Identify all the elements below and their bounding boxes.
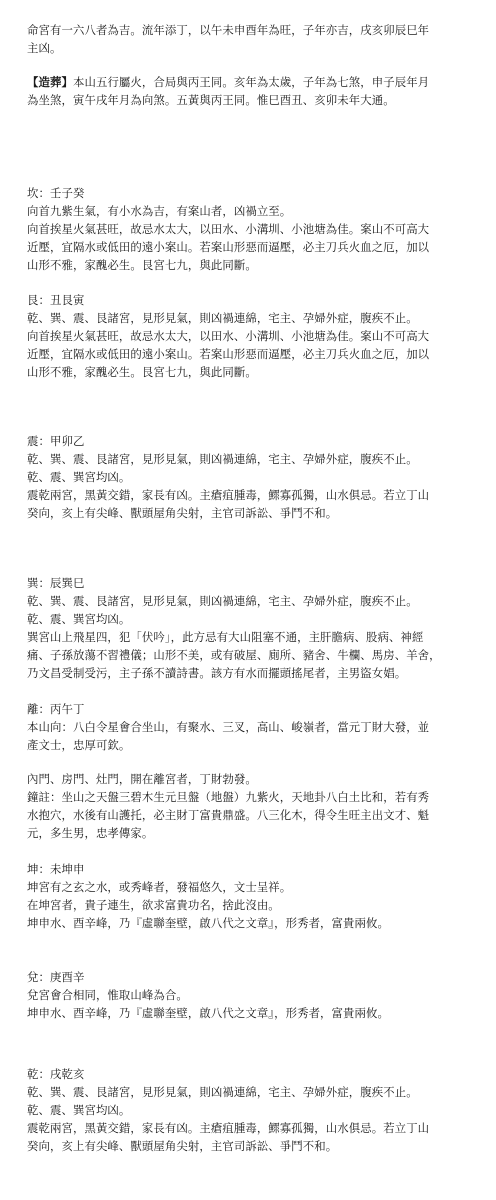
xun-line-2: 乾、震、巽宮均凶。: [27, 612, 131, 626]
qian-line-3: 震乾兩宮，黑黃交錯，家長有凶。主瘡疽腫毒，鰥寡孤獨，山水俱忌。若立丁山: [27, 1121, 430, 1135]
kun-heading: 坤：未坤申: [27, 862, 85, 876]
li-line-6: 元，多生男，忠孝傳家。: [27, 826, 154, 840]
qian-heading: 乾：戌乾亥: [27, 1067, 85, 1081]
gen-line-2: 向首挨星火氣甚旺，故忌水太大，以田水、小溝圳、小池塘為佳。案山不可高大: [27, 329, 430, 343]
xun-line-1: 乾、巽、震、艮諸宮，見形見氣，則凶禍連綿，宅主、孕婦外症，腹疾不止。: [27, 594, 418, 608]
xun-line-3: 巽宮山上飛星四，犯「伏吟」，此方忌有大山阻塞不通，主肝膽病、股病、神經: [27, 630, 424, 644]
intro-line-2: 主凶。: [27, 41, 62, 55]
xun-line-5: 乃文昌受制受污，主子孫不讀詩書。該方有水而擺頭搖尾者，主男盜女娼。: [27, 666, 407, 680]
zhen-line-4: 癸向，亥上有尖峰、獸頭屋角尖射，主官司訴訟、爭鬥不和。: [27, 506, 338, 520]
li-line-2: 產文士，忠厚可欽。: [27, 738, 131, 752]
qian-line-1: 乾、巽、震、艮諸宮，見形見氣，則凶禍連綿，宅主、孕婦外症，腹疾不止。: [27, 1085, 418, 1099]
gen-line-1: 乾、巽、震、艮諸宮，見形見氣，則凶禍連綿，宅主、孕婦外症，腹疾不止。: [27, 311, 418, 325]
li-line-3: 內門、房門、灶門，開在離宮者，丁財勃發。: [27, 772, 257, 786]
burial-label: 【造葬】: [27, 75, 73, 89]
kun-line-3: 坤申水、酉辛峰，乃『虛聯奎壁，啟八代之文章』，形秀者，富貴兩攸。: [27, 916, 390, 930]
kan-line-3: 近壓，宜隔水或低田的遠小案山。若案山形惡而逼壓，必主刀兵火血之厄，加以: [27, 240, 430, 254]
kan-line-1: 向首九紫生氣，有小水為吉，有案山者，凶禍立至。: [27, 204, 292, 218]
burial-line-2: 為坐煞，寅午戌年月為向煞。五黃與丙王同。惟巳酉丑、亥卯未年大通。: [27, 93, 395, 107]
dui-line-2: 坤申水、酉辛峰，乃『虛聯奎壁，啟八代之文章』，形秀者，富貴兩攸。: [27, 1006, 390, 1020]
zhen-line-2: 乾、震、巽宮均凶。: [27, 470, 131, 484]
li-line-5: 水抱穴，水後有山護托，必主財丁富貴鼎盛。八三化木，得令生旺主出文才、魁: [27, 808, 430, 822]
intro-line-1: 命宮有一六八者為吉。流年添丁，以午未申酉年為旺，子年亦吉，戌亥卯辰巳年: [27, 23, 430, 37]
li-heading: 離：丙午丁: [27, 702, 85, 716]
qian-line-4: 癸向，亥上有尖峰、獸頭屋角尖射，主官司訴訟、爭鬥不和。: [27, 1139, 338, 1153]
li-line-1: 本山向：八白令星會合坐山，有聚水、三叉，高山、峻嶺者，當元丁財大發，並: [27, 720, 430, 734]
qian-line-2: 乾、震、巽宮均凶。: [27, 1103, 131, 1117]
burial-line-1-text: 本山五行屬火，合局與丙王同。亥年為太歲，子年為七煞，申子辰年月: [72, 75, 430, 89]
gen-heading: 艮：丑艮寅: [27, 293, 85, 307]
kan-heading: 坎：壬子癸: [27, 186, 85, 200]
burial-line-1: [27, 75, 429, 89]
xun-line-4: 痛、子孫放蕩不習禮儀；山形不美，或有破屋、廁所、豬舍、牛欄、馬房、羊舍，: [27, 648, 441, 662]
zhen-line-3: 震乾兩宮，黑黃交錯，家長有凶。主瘡疽腫毒，鰥寡孤獨，山水俱忌。若立丁山: [27, 488, 430, 502]
kan-line-4: 山形不雅，家醜必生。艮宮七九，與此同斷。: [27, 258, 257, 272]
li-line-4: 鐘註：坐山之天盤三碧木生元旦盤（地盤）九紫火，天地卦八白土比和，若有秀: [27, 790, 430, 804]
gen-line-3: 近壓，宜隔水或低田的遠小案山。若案山形惡而逼壓，必主刀兵火血之厄，加以: [27, 347, 430, 361]
dui-line-1: 兌宮會合相同，惟取山峰為合。: [27, 988, 188, 1002]
xun-heading: 巽：辰巽巳: [27, 576, 85, 590]
zhen-line-1: 乾、巽、震、艮諸宮，見形見氣，則凶禍連綿，宅主、孕婦外症，腹疾不止。: [27, 452, 418, 466]
gen-line-4: 山形不雅，家醜必生。艮宮七九，與此同斷。: [27, 365, 257, 379]
dui-heading: 兌：庚酉辛: [27, 970, 85, 984]
kun-line-2: 在坤宮者，貴子連生，欲求富貴功名，捨此沒由。: [27, 898, 280, 912]
kan-line-2: 向首挨星火氣甚旺，故忌水太大，以田水、小溝圳、小池塘為佳。案山不可高大: [27, 222, 430, 236]
zhen-heading: 震：甲卯乙: [27, 434, 85, 448]
kun-line-1: 坤宮有之玄之水，或秀峰者，發福悠久，文士呈祥。: [27, 880, 292, 894]
